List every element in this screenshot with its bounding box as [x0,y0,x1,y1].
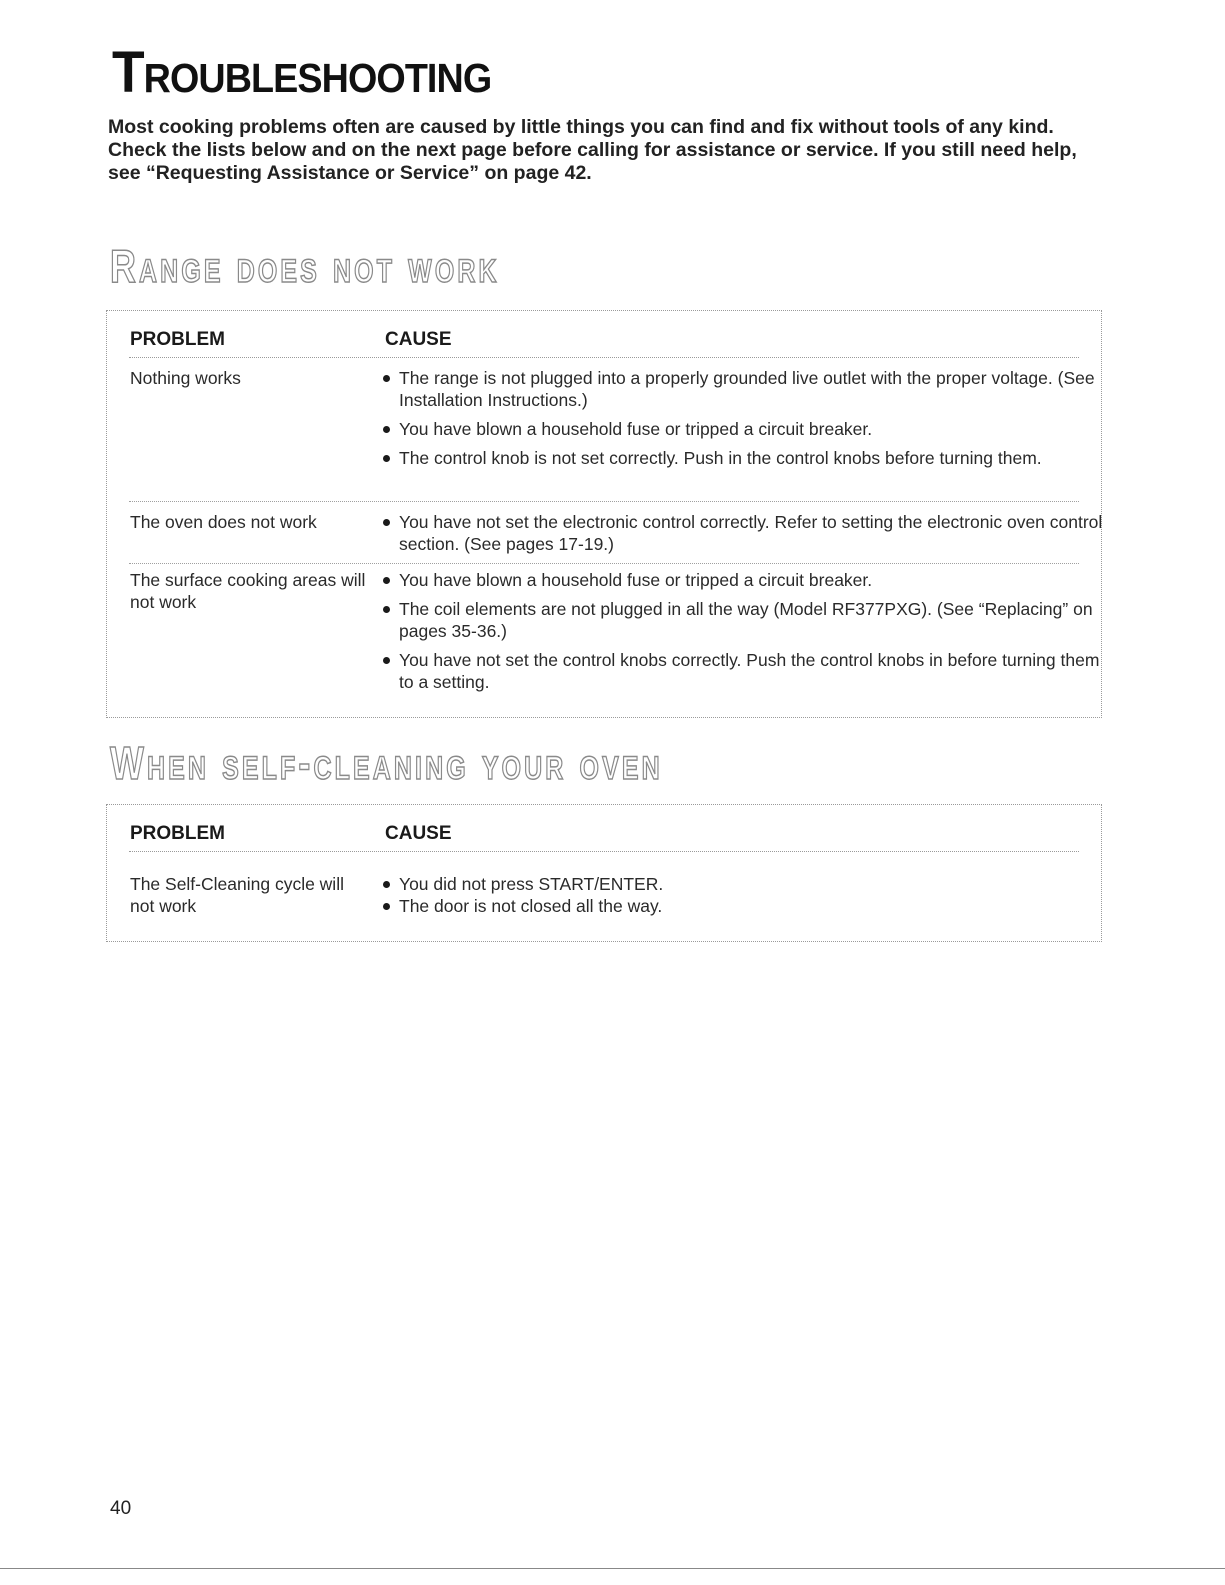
bullet-icon [383,881,390,888]
bullet-icon [383,375,390,382]
table-row [129,367,1095,502]
page-title: Troubleshooting [112,40,492,105]
cause-text: You have blown a household fuse or tripped a circuit breaker. [399,419,873,439]
cause-column-header: CAUSE [385,823,452,844]
table-row [129,569,1100,699]
cause-item [383,367,1103,411]
cause-text: The control knob is not set correctly. Push in the control knobs before turning them. [399,448,1042,468]
problem-column-header: PROBLEM [130,823,225,844]
cause-list [383,873,1103,917]
cause-text: The door is not closed all the way. [399,896,663,916]
section-heading-range-does-not-work: Range does not work [110,240,500,292]
page-number: 40 [110,1498,132,1519]
problem-cell: The Self-Cleaning cycle will not work [130,874,344,916]
bottom-rule [0,1568,1225,1569]
table-row [129,873,1079,929]
table-header [129,329,1079,358]
bullet-icon [383,606,390,613]
bullet-icon [383,426,390,433]
problem-cell: Nothing works [130,368,241,388]
table-row [129,511,1103,564]
cause-item [383,569,1103,591]
cause-list [383,511,1103,562]
cause-list [383,569,1103,700]
cause-item [383,873,1103,895]
bullet-icon [383,903,390,910]
cause-column-header: CAUSE [385,329,452,350]
bullet-icon [383,577,390,584]
cause-item [383,598,1103,642]
cause-text: The range is not plugged into a properly grounded live outlet with the proper voltage. (See Installation Instructions.) [399,368,1095,410]
problem-cell: The oven does not work [130,512,317,532]
bullet-icon [383,657,390,664]
table-header [129,823,1079,852]
cause-text: You did not press START/ENTER. [399,874,664,894]
cause-item [383,895,1103,917]
troubleshooting-table-self-cleaning [106,804,1102,942]
intro-paragraph: Most cooking problems often are caused by little things you can find and fix without tools of any kind. Check the lists below and on the next page before calling for assistance or service. If you still need help, see “Requesting Assistance or Service” on page 42. [108,116,1077,184]
problem-column-header: PROBLEM [130,329,225,350]
cause-text: You have blown a household fuse or tripped a circuit breaker. [399,570,873,590]
cause-text: You have not set the control knobs correctly. Push the control knobs in before turning them to a setting. [399,650,1100,692]
cause-item [383,511,1103,555]
bullet-icon [383,519,390,526]
bullet-icon [383,455,390,462]
cause-list [383,367,1103,476]
cause-item [383,418,1103,440]
cause-text: You have not set the electronic control correctly. Refer to setting the electronic oven control section. (See pages 17-19.) [399,512,1103,554]
problem-cell: The surface cooking areas will not work [130,570,366,612]
cause-item [383,649,1103,693]
cause-text: The coil elements are not plugged in all the way (Model RF377PXG). (See “Replacing” on pages 35-36.) [399,599,1093,641]
troubleshooting-table-range [106,310,1102,718]
cause-item [383,447,1103,469]
section-heading-self-cleaning: When self-cleaning your oven [110,737,663,789]
